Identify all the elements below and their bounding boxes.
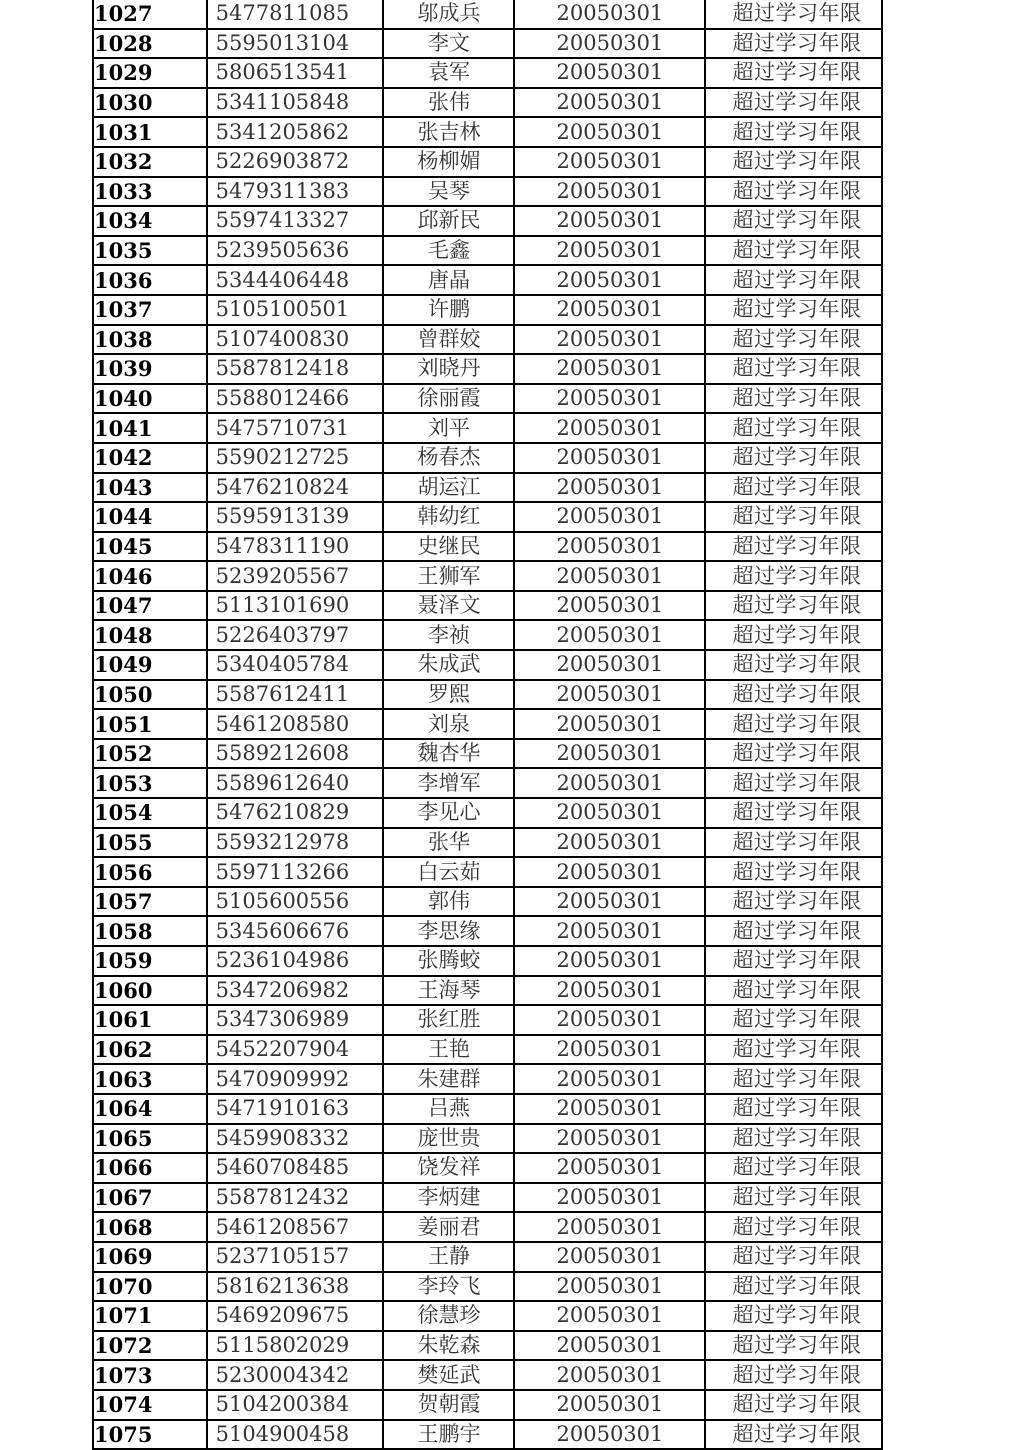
student-id: 5470909992 xyxy=(207,1064,383,1094)
row-number: 1035 xyxy=(93,236,207,266)
status-reason: 超过学习年限 xyxy=(705,1183,882,1213)
row-number: 1039 xyxy=(93,354,207,384)
table-row xyxy=(93,88,882,118)
status-reason: 超过学习年限 xyxy=(705,354,882,384)
record-date: 20050301 xyxy=(514,325,705,355)
status-reason: 超过学习年限 xyxy=(705,620,882,650)
table-row xyxy=(93,1420,882,1450)
student-name: 史继民 xyxy=(383,532,514,562)
table-row xyxy=(93,1212,882,1242)
status-reason: 超过学习年限 xyxy=(705,413,882,443)
record-date: 20050301 xyxy=(514,1153,705,1183)
student-id: 5587612411 xyxy=(207,680,383,710)
student-name: 张伟 xyxy=(383,88,514,118)
status-reason: 超过学习年限 xyxy=(705,709,882,739)
row-number: 1066 xyxy=(93,1153,207,1183)
row-number: 1050 xyxy=(93,680,207,710)
student-id: 5595013104 xyxy=(207,29,383,59)
student-id: 5588012466 xyxy=(207,384,383,414)
record-date: 20050301 xyxy=(514,946,705,976)
table-row xyxy=(93,887,882,917)
student-name: 徐慧珍 xyxy=(383,1301,514,1331)
student-name: 聂泽文 xyxy=(383,591,514,621)
status-reason: 超过学习年限 xyxy=(705,1420,882,1450)
row-number: 1049 xyxy=(93,650,207,680)
row-number: 1070 xyxy=(93,1272,207,1302)
table-row xyxy=(93,325,882,355)
row-number: 1044 xyxy=(93,502,207,532)
student-name: 朱乾森 xyxy=(383,1331,514,1361)
status-reason: 超过学习年限 xyxy=(705,1124,882,1154)
student-name: 李祯 xyxy=(383,620,514,650)
table-row xyxy=(93,1272,882,1302)
student-name: 韩幼红 xyxy=(383,502,514,532)
student-id: 5806513541 xyxy=(207,58,383,88)
table-row xyxy=(93,0,882,29)
row-number: 1046 xyxy=(93,561,207,591)
student-id: 5461208567 xyxy=(207,1212,383,1242)
status-reason: 超过学习年限 xyxy=(705,1064,882,1094)
student-name: 张华 xyxy=(383,828,514,858)
status-reason: 超过学习年限 xyxy=(705,857,882,887)
table-row xyxy=(93,532,882,562)
record-date: 20050301 xyxy=(514,857,705,887)
status-reason: 超过学习年限 xyxy=(705,1094,882,1124)
row-number: 1048 xyxy=(93,620,207,650)
record-date: 20050301 xyxy=(514,206,705,236)
student-id: 5347306989 xyxy=(207,1005,383,1035)
record-date: 20050301 xyxy=(514,976,705,1006)
student-name: 郭伟 xyxy=(383,887,514,917)
table-row xyxy=(93,1064,882,1094)
student-name: 饶发祥 xyxy=(383,1153,514,1183)
table-row xyxy=(93,561,882,591)
record-date: 20050301 xyxy=(514,295,705,325)
student-id: 5597113266 xyxy=(207,857,383,887)
row-number: 1061 xyxy=(93,1005,207,1035)
status-reason: 超过学习年限 xyxy=(705,29,882,59)
record-date: 20050301 xyxy=(514,147,705,177)
student-name: 唐晶 xyxy=(383,265,514,295)
status-reason: 超过学习年限 xyxy=(705,295,882,325)
student-name: 张吉林 xyxy=(383,117,514,147)
table-row xyxy=(93,768,882,798)
record-date: 20050301 xyxy=(514,177,705,207)
student-id: 5347206982 xyxy=(207,976,383,1006)
record-date: 20050301 xyxy=(514,739,705,769)
status-reason: 超过学习年限 xyxy=(705,1301,882,1331)
status-reason: 超过学习年限 xyxy=(705,532,882,562)
student-name: 李见心 xyxy=(383,798,514,828)
status-reason: 超过学习年限 xyxy=(705,443,882,473)
record-date: 20050301 xyxy=(514,1390,705,1420)
student-list-table xyxy=(92,0,883,1450)
record-date: 20050301 xyxy=(514,384,705,414)
table-row xyxy=(93,177,882,207)
record-date: 20050301 xyxy=(514,561,705,591)
table-row xyxy=(93,1124,882,1154)
student-name: 刘泉 xyxy=(383,709,514,739)
record-date: 20050301 xyxy=(514,1212,705,1242)
student-id: 5107400830 xyxy=(207,325,383,355)
student-id: 5345606676 xyxy=(207,916,383,946)
student-name: 李玲飞 xyxy=(383,1272,514,1302)
student-name: 罗熙 xyxy=(383,680,514,710)
status-reason: 超过学习年限 xyxy=(705,680,882,710)
record-date: 20050301 xyxy=(514,709,705,739)
row-number: 1073 xyxy=(93,1360,207,1390)
table-row xyxy=(93,1331,882,1361)
row-number: 1031 xyxy=(93,117,207,147)
student-name: 吕燕 xyxy=(383,1094,514,1124)
status-reason: 超过学习年限 xyxy=(705,1005,882,1035)
student-name: 王静 xyxy=(383,1242,514,1272)
record-date: 20050301 xyxy=(514,265,705,295)
row-number: 1072 xyxy=(93,1331,207,1361)
student-name: 王海琴 xyxy=(383,976,514,1006)
status-reason: 超过学习年限 xyxy=(705,798,882,828)
student-id: 5595913139 xyxy=(207,502,383,532)
record-date: 20050301 xyxy=(514,1272,705,1302)
row-number: 1069 xyxy=(93,1242,207,1272)
status-reason: 超过学习年限 xyxy=(705,502,882,532)
student-name: 曾群姣 xyxy=(383,325,514,355)
record-date: 20050301 xyxy=(514,1331,705,1361)
status-reason: 超过学习年限 xyxy=(705,561,882,591)
status-reason: 超过学习年限 xyxy=(705,473,882,503)
student-name: 李文 xyxy=(383,29,514,59)
table-row xyxy=(93,739,882,769)
student-name: 魏杏华 xyxy=(383,739,514,769)
student-id: 5340405784 xyxy=(207,650,383,680)
table-row xyxy=(93,384,882,414)
student-name: 朱成武 xyxy=(383,650,514,680)
student-name: 樊延武 xyxy=(383,1360,514,1390)
record-date: 20050301 xyxy=(514,828,705,858)
row-number: 1058 xyxy=(93,916,207,946)
status-reason: 超过学习年限 xyxy=(705,828,882,858)
table-row xyxy=(93,620,882,650)
record-date: 20050301 xyxy=(514,473,705,503)
student-name: 贺朝霞 xyxy=(383,1390,514,1420)
student-id: 5341205862 xyxy=(207,117,383,147)
student-id: 5459908332 xyxy=(207,1124,383,1154)
student-id: 5475710731 xyxy=(207,413,383,443)
table-row xyxy=(93,1153,882,1183)
row-number: 1075 xyxy=(93,1420,207,1450)
record-date: 20050301 xyxy=(514,680,705,710)
student-name: 邬成兵 xyxy=(383,0,514,29)
table-row xyxy=(93,1390,882,1420)
table-row xyxy=(93,236,882,266)
row-number: 1055 xyxy=(93,828,207,858)
status-reason: 超过学习年限 xyxy=(705,976,882,1006)
record-date: 20050301 xyxy=(514,887,705,917)
table-row xyxy=(93,413,882,443)
row-number: 1065 xyxy=(93,1124,207,1154)
student-id: 5226903872 xyxy=(207,147,383,177)
status-reason: 超过学习年限 xyxy=(705,117,882,147)
row-number: 1036 xyxy=(93,265,207,295)
table-row xyxy=(93,354,882,384)
row-number: 1054 xyxy=(93,798,207,828)
student-id: 5105600556 xyxy=(207,887,383,917)
student-id: 5461208580 xyxy=(207,709,383,739)
table-row xyxy=(93,265,882,295)
table-row xyxy=(93,976,882,1006)
table-row xyxy=(93,206,882,236)
record-date: 20050301 xyxy=(514,236,705,266)
table-row xyxy=(93,473,882,503)
row-number: 1041 xyxy=(93,413,207,443)
student-id: 5237105157 xyxy=(207,1242,383,1272)
record-date: 20050301 xyxy=(514,916,705,946)
student-name: 毛鑫 xyxy=(383,236,514,266)
student-id: 5477811085 xyxy=(207,0,383,29)
status-reason: 超过学习年限 xyxy=(705,1331,882,1361)
student-id: 5478311190 xyxy=(207,532,383,562)
student-name: 张腾蛟 xyxy=(383,946,514,976)
table-row xyxy=(93,1035,882,1065)
student-id: 5230004342 xyxy=(207,1360,383,1390)
status-reason: 超过学习年限 xyxy=(705,1390,882,1420)
record-date: 20050301 xyxy=(514,0,705,29)
table-body xyxy=(93,0,882,1449)
record-date: 20050301 xyxy=(514,413,705,443)
record-date: 20050301 xyxy=(514,1094,705,1124)
table-row xyxy=(93,1301,882,1331)
table-row xyxy=(93,591,882,621)
row-number: 1067 xyxy=(93,1183,207,1213)
row-number: 1063 xyxy=(93,1064,207,1094)
table-row xyxy=(93,295,882,325)
status-reason: 超过学习年限 xyxy=(705,946,882,976)
student-id: 5236104986 xyxy=(207,946,383,976)
status-reason: 超过学习年限 xyxy=(705,768,882,798)
student-name: 李增军 xyxy=(383,768,514,798)
record-date: 20050301 xyxy=(514,768,705,798)
row-number: 1053 xyxy=(93,768,207,798)
table-row xyxy=(93,828,882,858)
row-number: 1040 xyxy=(93,384,207,414)
student-name: 白云茹 xyxy=(383,857,514,887)
student-name: 刘晓丹 xyxy=(383,354,514,384)
row-number: 1038 xyxy=(93,325,207,355)
record-date: 20050301 xyxy=(514,1242,705,1272)
record-date: 20050301 xyxy=(514,798,705,828)
student-name: 王鹏宇 xyxy=(383,1420,514,1450)
student-id: 5452207904 xyxy=(207,1035,383,1065)
record-date: 20050301 xyxy=(514,1301,705,1331)
table-row xyxy=(93,117,882,147)
student-name: 李思缘 xyxy=(383,916,514,946)
row-number: 1029 xyxy=(93,58,207,88)
student-id: 5226403797 xyxy=(207,620,383,650)
status-reason: 超过学习年限 xyxy=(705,265,882,295)
row-number: 1034 xyxy=(93,206,207,236)
record-date: 20050301 xyxy=(514,1124,705,1154)
student-name: 袁军 xyxy=(383,58,514,88)
table-row xyxy=(93,1242,882,1272)
row-number: 1052 xyxy=(93,739,207,769)
record-date: 20050301 xyxy=(514,1064,705,1094)
student-name: 邱新民 xyxy=(383,206,514,236)
student-name: 刘平 xyxy=(383,413,514,443)
row-number: 1027 xyxy=(93,0,207,29)
record-date: 20050301 xyxy=(514,532,705,562)
student-id: 5115802029 xyxy=(207,1331,383,1361)
row-number: 1068 xyxy=(93,1212,207,1242)
table-row xyxy=(93,946,882,976)
row-number: 1030 xyxy=(93,88,207,118)
student-id: 5597413327 xyxy=(207,206,383,236)
student-name: 李炳建 xyxy=(383,1183,514,1213)
student-id: 5239505636 xyxy=(207,236,383,266)
record-date: 20050301 xyxy=(514,354,705,384)
row-number: 1062 xyxy=(93,1035,207,1065)
student-id: 5469209675 xyxy=(207,1301,383,1331)
student-id: 5587812418 xyxy=(207,354,383,384)
record-date: 20050301 xyxy=(514,502,705,532)
student-name: 徐丽霞 xyxy=(383,384,514,414)
status-reason: 超过学习年限 xyxy=(705,1035,882,1065)
row-number: 1032 xyxy=(93,147,207,177)
table-row xyxy=(93,798,882,828)
row-number: 1064 xyxy=(93,1094,207,1124)
student-id: 5589612640 xyxy=(207,768,383,798)
status-reason: 超过学习年限 xyxy=(705,177,882,207)
student-id: 5587812432 xyxy=(207,1183,383,1213)
table-row xyxy=(93,1183,882,1213)
table-row xyxy=(93,443,882,473)
row-number: 1060 xyxy=(93,976,207,1006)
status-reason: 超过学习年限 xyxy=(705,887,882,917)
student-name: 杨柳媚 xyxy=(383,147,514,177)
row-number: 1042 xyxy=(93,443,207,473)
status-reason: 超过学习年限 xyxy=(705,1212,882,1242)
record-date: 20050301 xyxy=(514,1005,705,1035)
student-name: 胡运江 xyxy=(383,473,514,503)
student-name: 吴琴 xyxy=(383,177,514,207)
table-row xyxy=(93,29,882,59)
student-id: 5239205567 xyxy=(207,561,383,591)
student-id: 5471910163 xyxy=(207,1094,383,1124)
student-name: 张红胜 xyxy=(383,1005,514,1035)
row-number: 1045 xyxy=(93,532,207,562)
student-id: 5593212978 xyxy=(207,828,383,858)
record-date: 20050301 xyxy=(514,1420,705,1450)
record-date: 20050301 xyxy=(514,117,705,147)
status-reason: 超过学习年限 xyxy=(705,325,882,355)
status-reason: 超过学习年限 xyxy=(705,147,882,177)
student-id: 5590212725 xyxy=(207,443,383,473)
record-date: 20050301 xyxy=(514,591,705,621)
status-reason: 超过学习年限 xyxy=(705,1153,882,1183)
student-id: 5816213638 xyxy=(207,1272,383,1302)
student-name: 王狮军 xyxy=(383,561,514,591)
student-id: 5589212608 xyxy=(207,739,383,769)
table-row xyxy=(93,1094,882,1124)
record-date: 20050301 xyxy=(514,443,705,473)
student-name: 庞世贵 xyxy=(383,1124,514,1154)
row-number: 1033 xyxy=(93,177,207,207)
status-reason: 超过学习年限 xyxy=(705,88,882,118)
table-row xyxy=(93,147,882,177)
status-reason: 超过学习年限 xyxy=(705,916,882,946)
status-reason: 超过学习年限 xyxy=(705,1360,882,1390)
record-date: 20050301 xyxy=(514,650,705,680)
row-number: 1028 xyxy=(93,29,207,59)
student-id: 5344406448 xyxy=(207,265,383,295)
student-id: 5479311383 xyxy=(207,177,383,207)
student-id: 5476210829 xyxy=(207,798,383,828)
student-name: 许鹏 xyxy=(383,295,514,325)
student-name: 姜丽君 xyxy=(383,1212,514,1242)
row-number: 1074 xyxy=(93,1390,207,1420)
status-reason: 超过学习年限 xyxy=(705,1242,882,1272)
table-row xyxy=(93,650,882,680)
row-number: 1056 xyxy=(93,857,207,887)
row-number: 1057 xyxy=(93,887,207,917)
status-reason: 超过学习年限 xyxy=(705,650,882,680)
row-number: 1071 xyxy=(93,1301,207,1331)
row-number: 1059 xyxy=(93,946,207,976)
student-id: 5113101690 xyxy=(207,591,383,621)
student-id: 5104200384 xyxy=(207,1390,383,1420)
record-date: 20050301 xyxy=(514,29,705,59)
student-id: 5105100501 xyxy=(207,295,383,325)
table-row xyxy=(93,1360,882,1390)
student-id: 5341105848 xyxy=(207,88,383,118)
student-id: 5104900458 xyxy=(207,1420,383,1450)
student-name: 王艳 xyxy=(383,1035,514,1065)
student-name: 杨春杰 xyxy=(383,443,514,473)
status-reason: 超过学习年限 xyxy=(705,739,882,769)
record-date: 20050301 xyxy=(514,1183,705,1213)
table-row xyxy=(93,857,882,887)
status-reason: 超过学习年限 xyxy=(705,384,882,414)
record-date: 20050301 xyxy=(514,620,705,650)
status-reason: 超过学习年限 xyxy=(705,236,882,266)
table-row xyxy=(93,916,882,946)
status-reason: 超过学习年限 xyxy=(705,591,882,621)
status-reason: 超过学习年限 xyxy=(705,1272,882,1302)
student-id: 5460708485 xyxy=(207,1153,383,1183)
table-row xyxy=(93,709,882,739)
row-number: 1051 xyxy=(93,709,207,739)
record-date: 20050301 xyxy=(514,88,705,118)
status-reason: 超过学习年限 xyxy=(705,206,882,236)
status-reason: 超过学习年限 xyxy=(705,0,882,29)
table-row xyxy=(93,502,882,532)
row-number: 1047 xyxy=(93,591,207,621)
table-row xyxy=(93,58,882,88)
record-date: 20050301 xyxy=(514,58,705,88)
row-number: 1043 xyxy=(93,473,207,503)
record-date: 20050301 xyxy=(514,1035,705,1065)
row-number: 1037 xyxy=(93,295,207,325)
table-row xyxy=(93,680,882,710)
student-name: 朱建群 xyxy=(383,1064,514,1094)
status-reason: 超过学习年限 xyxy=(705,58,882,88)
table-row xyxy=(93,1005,882,1035)
record-date: 20050301 xyxy=(514,1360,705,1390)
student-id: 5476210824 xyxy=(207,473,383,503)
